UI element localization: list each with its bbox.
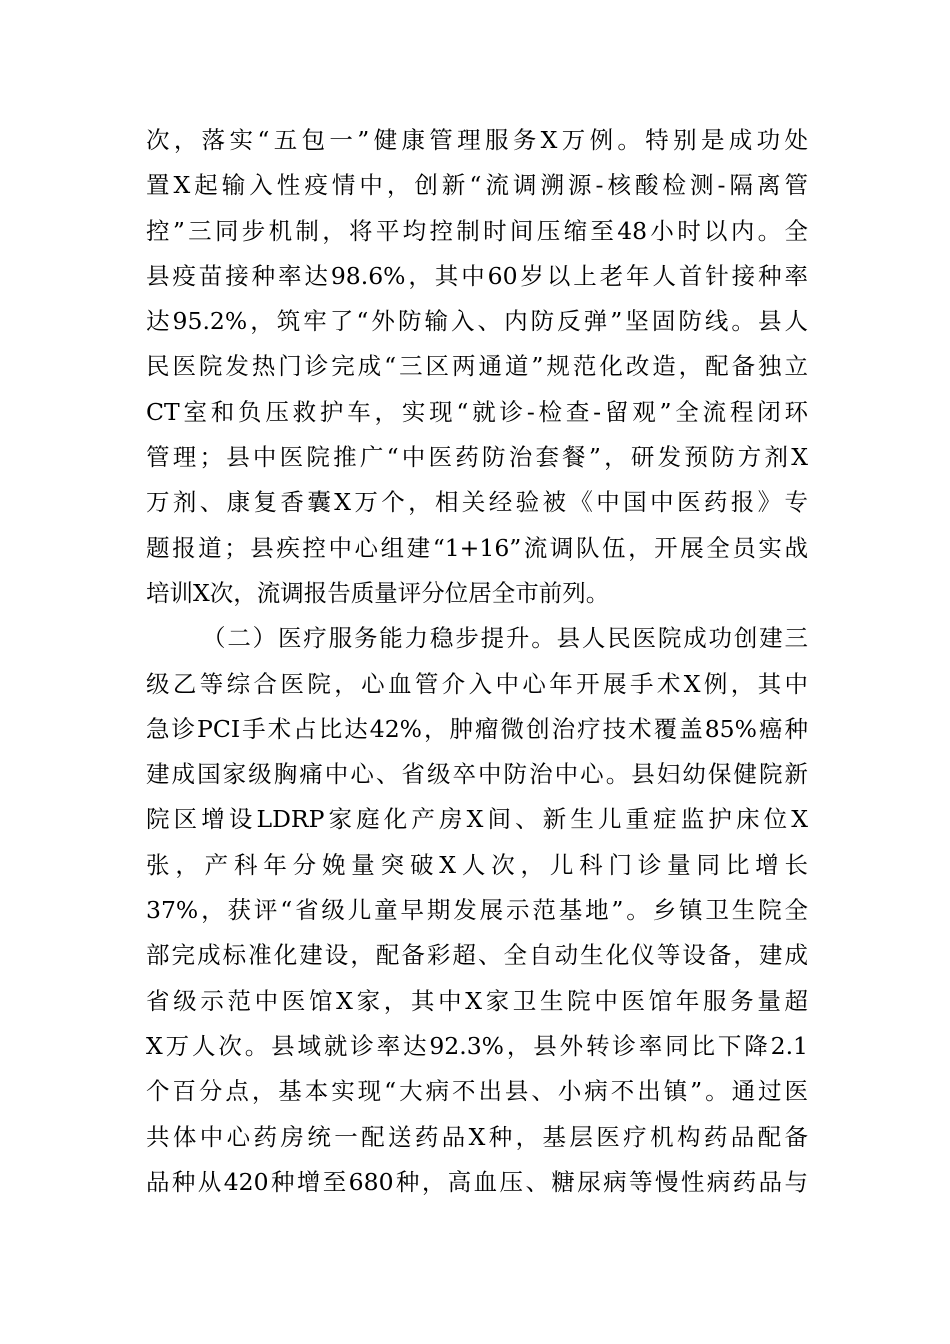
paragraph-line: 院区增设LDRP家庭化产房X间、新生儿重症监护床位X	[146, 805, 808, 834]
paragraph-line: 次，落实“五包一”健康管理服务X万例。特别是成功处	[146, 126, 808, 154]
paragraph-line: 个百分点，基本实现“大病不出县、小病不出镇”。通过医	[146, 1077, 808, 1106]
paragraph-line: 共体中心药房统一配送药品X种，基层医疗机构药品配备	[146, 1122, 808, 1151]
paragraph-epidemic-prevention	[146, 118, 808, 616]
paragraph-line: 张，产科年分娩量突破X人次，儿科门诊量同比增长	[146, 850, 808, 879]
paragraph-line: 万剂、康复香囊X万个，相关经验被《中国中医药报》专	[146, 488, 808, 517]
paragraph-medical-service	[146, 616, 808, 1205]
paragraph-line: 品种从420种增至680种，高血压、糖尿病等慢性病药品与	[146, 1167, 808, 1196]
paragraph-line: X万人次。县域就诊率达92.3%，县外转诊率同比下降2.1	[146, 1031, 808, 1060]
paragraph-line: 建成国家级胸痛中心、省级卒中防治中心。县妇幼保健院新	[146, 760, 808, 789]
paragraph-line: 民医院发热门诊完成“三区两通道”规范化改造，配备独立	[146, 352, 808, 381]
paragraph-line: 县疫苗接种率达98.6%，其中60岁以上老年人首针接种率	[146, 261, 808, 290]
paragraph-line: 培训X次，流调报告质量评分位居全市前列。	[146, 578, 610, 607]
paragraph-line: CT室和负压救护车，实现“就诊-检查-留观”全流程闭环	[146, 397, 808, 426]
document-page	[146, 118, 808, 1205]
paragraph-line: 题报道；县疾控中心组建“1+16”流调队伍，开展全员实战	[146, 533, 808, 562]
paragraph-line: 级乙等综合医院，心血管介入中心年开展手术X例，其中	[146, 669, 808, 698]
paragraph-line: 管理；县中医院推广“中医药防治套餐”，研发预防方剂X	[146, 443, 808, 472]
paragraph-line: 控”三同步机制，将平均控制时间压缩至48小时以内。全	[146, 216, 808, 245]
paragraph-line: 急诊PCI手术占比达42%，肿瘤微创治疗技术覆盖85%癌种	[146, 714, 808, 743]
paragraph-line: 置X起输入性疫情中，创新“流调溯源-核酸检测-隔离管	[146, 171, 808, 200]
paragraph-line: 部完成标准化建设，配备彩超、全自动生化仪等设备，建成	[146, 941, 808, 970]
paragraph-line: 达95.2%，筑牢了“外防输入、内防反弹”坚固防线。县人	[146, 307, 808, 336]
paragraph-line: 37%，获评“省级儿童早期发展示范基地”。乡镇卫生院全	[146, 896, 808, 925]
section-heading-line: （二）医疗服务能力稳步提升。县人民医院成功创建三	[202, 624, 808, 653]
paragraph-line: 省级示范中医馆X家，其中X家卫生院中医馆年服务量超	[146, 986, 808, 1015]
